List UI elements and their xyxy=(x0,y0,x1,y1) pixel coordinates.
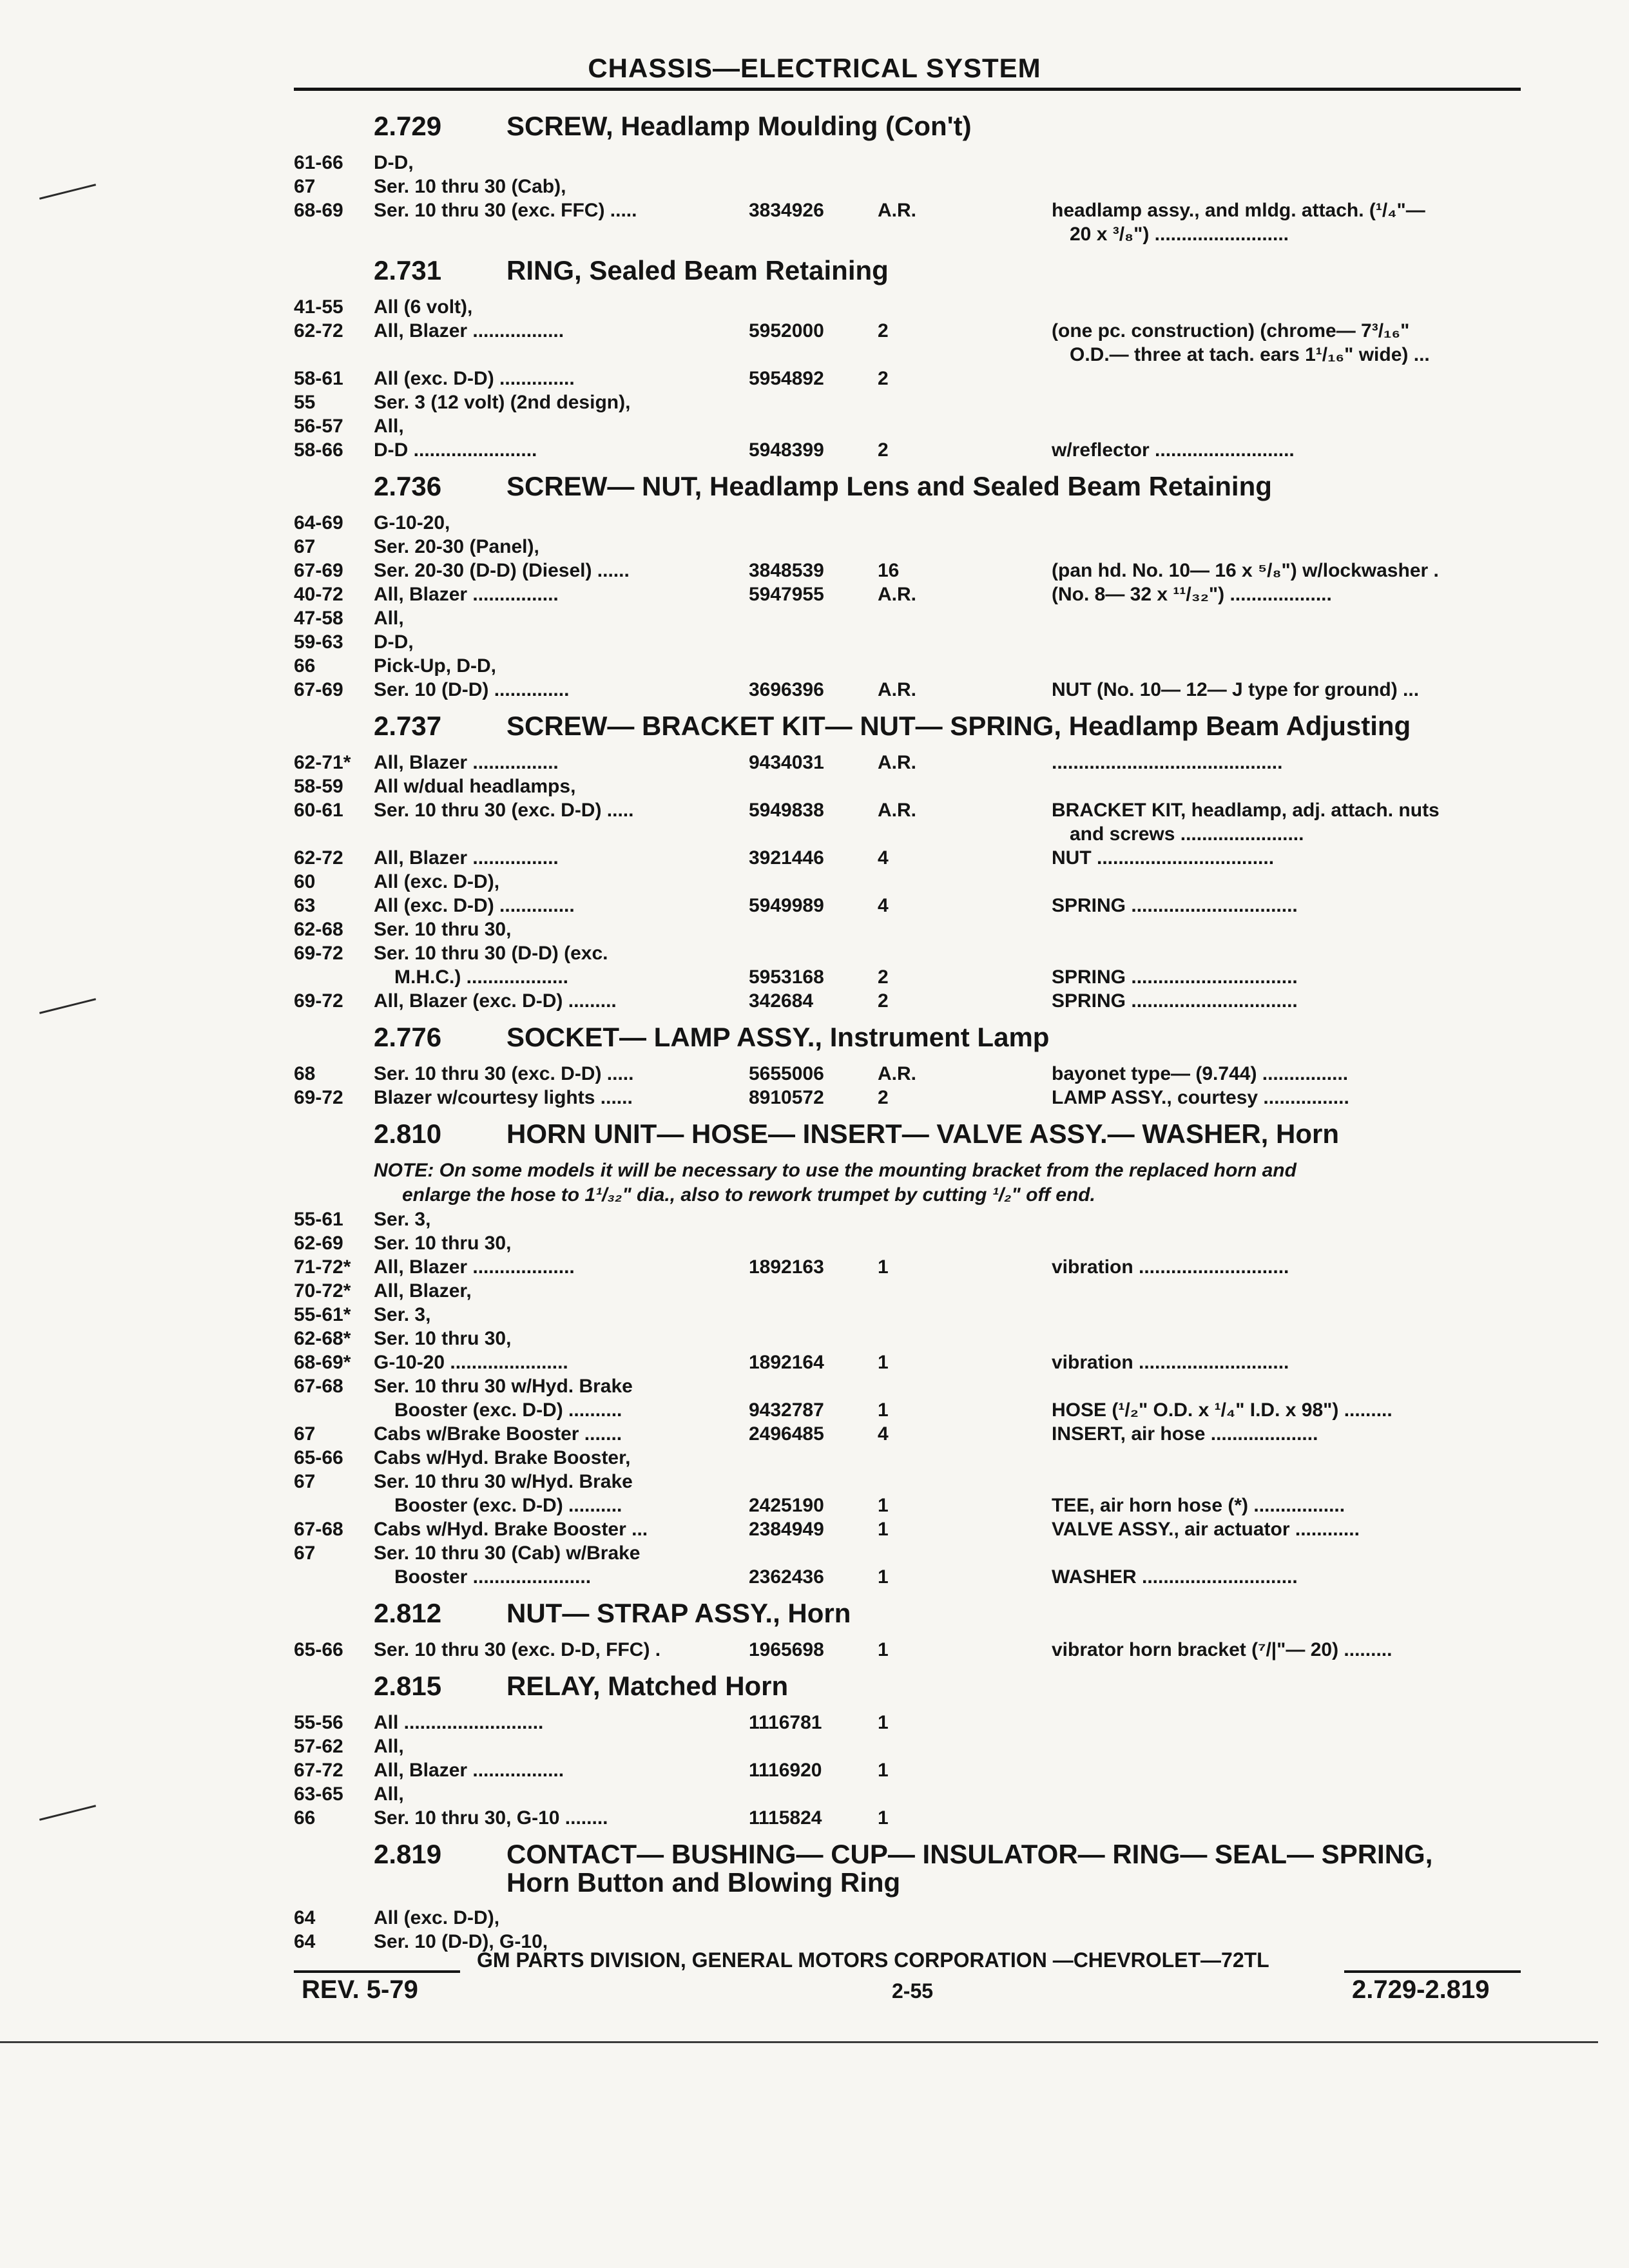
model-years: 71-72* xyxy=(294,1256,351,1278)
application: Ser. 10 thru 30 w/Hyd. Brake xyxy=(374,1376,633,1397)
application: Cabs w/Hyd. Brake Booster ... xyxy=(374,1519,648,1540)
section-heading xyxy=(0,246,1629,295)
application: Pick-Up, D-D, xyxy=(374,655,497,677)
part-row xyxy=(0,295,1629,319)
application: All (6 volt), xyxy=(374,296,473,318)
part-number: 1115824 xyxy=(749,1807,822,1829)
part-row xyxy=(0,630,1629,654)
part-row xyxy=(0,511,1629,535)
part-row xyxy=(0,1565,1629,1589)
quantity: 1 xyxy=(878,1519,889,1540)
application: Ser. 10 thru 30, G-10 ........ xyxy=(374,1807,608,1829)
model-years: 67 xyxy=(294,1471,316,1492)
part-row xyxy=(0,198,1629,222)
section-heading xyxy=(0,1662,1629,1711)
quantity: 1 xyxy=(878,1760,889,1781)
model-years: 69-72 xyxy=(294,943,343,964)
description: SPRING ............................... xyxy=(1052,990,1298,1012)
part-row xyxy=(0,798,1629,822)
footer-rule-left xyxy=(294,1970,460,1973)
model-years: 58-59 xyxy=(294,776,343,797)
part-row xyxy=(0,654,1629,678)
quantity: A.R. xyxy=(878,584,916,605)
note-text: NOTE: On some models it will be necessary to use the mounting bracket from the replaced horn and xyxy=(374,1160,1296,1181)
section-number: 2.812 xyxy=(374,1598,442,1628)
application: All, Blazer ................ xyxy=(374,584,559,605)
model-years: 67-69 xyxy=(294,679,343,700)
application: Ser. 20-30 (D-D) (Diesel) ...... xyxy=(374,560,630,581)
part-row xyxy=(0,1374,1629,1398)
quantity: A.R. xyxy=(878,200,916,221)
section-heading xyxy=(0,1110,1629,1158)
part-row xyxy=(0,965,1629,989)
quantity: 2 xyxy=(878,320,889,341)
part-row xyxy=(0,1446,1629,1470)
part-number: 8910572 xyxy=(749,1087,824,1108)
application: All, Blazer ................ xyxy=(374,847,559,869)
part-row xyxy=(0,941,1629,965)
quantity: A.R. xyxy=(878,679,916,700)
part-number: 5948399 xyxy=(749,439,824,461)
application: Cabs w/Hyd. Brake Booster, xyxy=(374,1447,631,1468)
part-row xyxy=(0,175,1629,198)
model-years: 63-65 xyxy=(294,1783,343,1805)
quantity: 2 xyxy=(878,439,889,461)
description: w/reflector .......................... xyxy=(1052,439,1295,461)
application: Booster (exc. D-D) .......... xyxy=(394,1495,622,1516)
section-title-continued: Horn Button and Blowing Ring xyxy=(506,1867,901,1898)
model-years: 62-72 xyxy=(294,847,343,869)
application: All, Blazer ................. xyxy=(374,1760,564,1781)
model-years: 55-56 xyxy=(294,1712,343,1733)
part-row xyxy=(0,414,1629,438)
part-row xyxy=(0,1255,1629,1279)
quantity: 1 xyxy=(878,1712,889,1733)
part-row xyxy=(0,606,1629,630)
part-row xyxy=(0,894,1629,918)
model-years: 61-66 xyxy=(294,152,343,173)
part-row xyxy=(0,151,1629,175)
application: D-D ....................... xyxy=(374,439,537,461)
application: All (exc. D-D), xyxy=(374,1907,500,1928)
model-years: 64 xyxy=(294,1931,316,1952)
application: Ser. 10 thru 30 (exc. FFC) ..... xyxy=(374,200,637,221)
page-title: CHASSIS—ELECTRICAL SYSTEM xyxy=(588,53,1041,83)
application: Ser. 10 (D-D), G-10, xyxy=(374,1931,548,1952)
part-number: 2496485 xyxy=(749,1423,824,1445)
application: All (exc. D-D) .............. xyxy=(374,368,575,389)
part-number: 3848539 xyxy=(749,560,824,581)
model-years: 58-66 xyxy=(294,439,343,461)
application: Ser. 10 (D-D) .............. xyxy=(374,679,570,700)
section-number: 2.776 xyxy=(374,1022,442,1052)
part-row xyxy=(0,1782,1629,1806)
description: TEE, air horn hose (*) ................. xyxy=(1052,1495,1345,1516)
part-row xyxy=(0,870,1629,894)
part-row xyxy=(0,1517,1629,1541)
application: G-10-20, xyxy=(374,512,450,533)
description: LAMP ASSY., courtesy ................ xyxy=(1052,1087,1349,1108)
description: bayonet type— (9.744) ................ xyxy=(1052,1063,1349,1084)
part-number: 2384949 xyxy=(749,1519,824,1540)
description: ........................................... xyxy=(1052,752,1283,773)
section-title: SCREW, Headlamp Moulding (Con't) xyxy=(506,111,972,141)
part-row xyxy=(0,582,1629,606)
application: All, xyxy=(374,416,404,437)
model-years: 70-72* xyxy=(294,1280,351,1302)
part-number: 2425190 xyxy=(749,1495,824,1516)
model-years: 64 xyxy=(294,1907,316,1928)
model-years: 62-68 xyxy=(294,919,343,940)
model-years: 67-72 xyxy=(294,1760,343,1781)
quantity: A.R. xyxy=(878,800,916,821)
application: All .......................... xyxy=(374,1712,544,1733)
application: Ser. 10 thru 30 (Cab) w/Brake xyxy=(374,1542,641,1564)
part-number: 3834926 xyxy=(749,200,824,221)
part-row xyxy=(0,1494,1629,1517)
application: Ser. 20-30 (Panel), xyxy=(374,536,539,557)
description: WASHER ............................. xyxy=(1052,1566,1298,1588)
model-years: 69-72 xyxy=(294,990,343,1012)
part-number: 3921446 xyxy=(749,847,824,869)
note-text: enlarge the hose to 1¹/₃₂" dia., also to rework trumpet by cutting ¹/₂" off end. xyxy=(402,1184,1095,1206)
description: 20 x ³/₈") ......................... xyxy=(1070,224,1289,245)
part-row xyxy=(0,1086,1629,1110)
model-years: 58-61 xyxy=(294,368,343,389)
description: headlamp assy., and mldg. attach. (¹/₄"— xyxy=(1052,200,1425,221)
section-number: 2.815 xyxy=(374,1671,442,1701)
part-row xyxy=(0,319,1629,343)
application: Ser. 10 thru 30 (Cab), xyxy=(374,176,566,197)
application: Blazer w/courtesy lights ...... xyxy=(374,1087,633,1108)
quantity: 4 xyxy=(878,1423,889,1445)
application: Ser. 3 (12 volt) (2nd design), xyxy=(374,392,631,413)
part-number: 1892163 xyxy=(749,1256,824,1278)
part-number: 2362436 xyxy=(749,1566,824,1588)
model-years: 56-57 xyxy=(294,416,343,437)
part-number: 9434031 xyxy=(749,752,824,773)
model-years: 65-66 xyxy=(294,1447,343,1468)
section-number: 2.736 xyxy=(374,471,442,501)
model-years: 62-71* xyxy=(294,752,351,773)
part-row xyxy=(0,1207,1629,1231)
description: O.D.— three at tach. ears 1¹/₁₆" wide) ... xyxy=(1070,344,1430,365)
part-row xyxy=(0,1303,1629,1327)
quantity: 2 xyxy=(878,368,889,389)
description: NUT (No. 10— 12— J type for ground) ... xyxy=(1052,679,1420,700)
description: BRACKET KIT, headlamp, adj. attach. nuts xyxy=(1052,800,1440,821)
part-row xyxy=(0,438,1629,462)
application: All, Blazer ................. xyxy=(374,320,564,341)
application: All, Blazer ................ xyxy=(374,752,559,773)
note-line xyxy=(0,1183,1629,1207)
part-row xyxy=(0,1711,1629,1735)
part-row xyxy=(0,1906,1629,1930)
model-years: 55-61* xyxy=(294,1304,351,1325)
quantity: 1 xyxy=(878,1495,889,1516)
footer-rule-right xyxy=(1344,1970,1521,1973)
part-row xyxy=(0,535,1629,559)
section-heading xyxy=(0,1830,1629,1906)
description: SPRING ............................... xyxy=(1052,966,1298,988)
quantity: 2 xyxy=(878,1087,889,1108)
model-years: 59-63 xyxy=(294,631,343,653)
model-years: 66 xyxy=(294,655,316,677)
model-years: 60 xyxy=(294,871,316,892)
section-title: RELAY, Matched Horn xyxy=(506,1671,789,1701)
footer-publisher: GM PARTS DIVISION, GENERAL MOTORS CORPORATION —CHEVROLET—72TL xyxy=(477,1948,1269,1972)
description: (one pc. construction) (chrome— 7³/₁₆" xyxy=(1052,320,1410,341)
part-row xyxy=(0,1062,1629,1086)
part-number: 5655006 xyxy=(749,1063,824,1084)
part-row xyxy=(0,222,1629,246)
model-years: 55-61 xyxy=(294,1209,343,1230)
part-number: 9432787 xyxy=(749,1399,824,1421)
part-number: 1892164 xyxy=(749,1352,824,1373)
section-heading xyxy=(0,1013,1629,1062)
quantity: 1 xyxy=(878,1352,889,1373)
application: Ser. 10 thru 30 (exc. D-D) ..... xyxy=(374,800,634,821)
quantity: A.R. xyxy=(878,752,916,773)
quantity: 1 xyxy=(878,1256,889,1278)
model-years: 67 xyxy=(294,536,316,557)
application: All (exc. D-D) .............. xyxy=(374,895,575,916)
application: D-D, xyxy=(374,631,414,653)
application: Ser. 10 thru 30 (exc. D-D, FFC) . xyxy=(374,1639,661,1660)
description: vibration ............................ xyxy=(1052,1352,1289,1373)
section-number: 2.737 xyxy=(374,711,442,741)
part-number: 5954892 xyxy=(749,368,824,389)
note-line xyxy=(0,1158,1629,1183)
quantity: 2 xyxy=(878,966,889,988)
part-row xyxy=(0,390,1629,414)
application: Ser. 10 thru 30, xyxy=(374,1328,512,1349)
model-years: 67-68 xyxy=(294,1519,343,1540)
application: G-10-20 ...................... xyxy=(374,1352,568,1373)
description: NUT ................................. xyxy=(1052,847,1275,869)
section-title: RING, Sealed Beam Retaining xyxy=(506,255,889,285)
part-row xyxy=(0,1541,1629,1565)
section-number: 2.729 xyxy=(374,111,442,141)
part-row xyxy=(0,1398,1629,1422)
model-years: 67 xyxy=(294,176,316,197)
model-years: 68-69* xyxy=(294,1352,351,1373)
part-number: 342684 xyxy=(749,990,814,1012)
part-row xyxy=(0,367,1629,390)
part-number: 1965698 xyxy=(749,1639,824,1660)
part-row xyxy=(0,1470,1629,1494)
model-years: 47-58 xyxy=(294,608,343,629)
section-title: CONTACT— BUSHING— CUP— INSULATOR— RING— SEAL— SPRING, xyxy=(506,1839,1433,1869)
quantity: 4 xyxy=(878,895,889,916)
part-row xyxy=(0,1231,1629,1255)
quantity: 1 xyxy=(878,1639,889,1660)
quantity: A.R. xyxy=(878,1063,916,1084)
quantity: 2 xyxy=(878,990,889,1012)
section-title: SCREW— BRACKET KIT— NUT— SPRING, Headlamp Beam Adjusting xyxy=(506,711,1411,741)
part-row xyxy=(0,559,1629,582)
section-title: NUT— STRAP ASSY., Horn xyxy=(506,1598,851,1628)
part-row xyxy=(0,846,1629,870)
part-row xyxy=(0,343,1629,367)
part-row xyxy=(0,1422,1629,1446)
application: All, xyxy=(374,1783,404,1805)
part-row xyxy=(0,1327,1629,1350)
part-row xyxy=(0,1735,1629,1758)
section-heading xyxy=(0,462,1629,511)
application: Ser. 10 thru 30 (exc. D-D) ..... xyxy=(374,1063,634,1084)
part-number: 5947955 xyxy=(749,584,824,605)
section-title: SCREW— NUT, Headlamp Lens and Sealed Beam Retaining xyxy=(506,471,1272,501)
part-row xyxy=(0,1279,1629,1303)
application: All, Blazer ................... xyxy=(374,1256,575,1278)
model-years: 64-69 xyxy=(294,512,343,533)
part-number: 1116781 xyxy=(749,1712,822,1733)
quantity: 1 xyxy=(878,1566,889,1588)
description: HOSE (¹/₂" O.D. x ¹/₄" I.D. x 98") ......... xyxy=(1052,1399,1393,1421)
section-title: SOCKET— LAMP ASSY., Instrument Lamp xyxy=(506,1022,1050,1052)
section-number: 2.810 xyxy=(374,1119,442,1149)
part-number: 5953168 xyxy=(749,966,824,988)
model-years: 65-66 xyxy=(294,1639,343,1660)
application: Booster ...................... xyxy=(394,1566,592,1588)
model-years: 67 xyxy=(294,1423,316,1445)
part-row xyxy=(0,1758,1629,1782)
application: All, Blazer, xyxy=(374,1280,472,1302)
model-years: 68-69 xyxy=(294,200,343,221)
model-years: 68 xyxy=(294,1063,316,1084)
model-years: 57-62 xyxy=(294,1736,343,1757)
description: VALVE ASSY., air actuator ............ xyxy=(1052,1519,1360,1540)
model-years: 55 xyxy=(294,392,316,413)
part-number: 5952000 xyxy=(749,320,824,341)
description: and screws ....................... xyxy=(1070,823,1304,845)
description: (pan hd. No. 10— 16 x ⁵/₈") w/lockwasher . xyxy=(1052,560,1439,581)
application: Cabs w/Brake Booster ....... xyxy=(374,1423,622,1445)
section-heading xyxy=(0,702,1629,751)
application: All, Blazer (exc. D-D) ......... xyxy=(374,990,617,1012)
parts-listing xyxy=(0,102,1629,1954)
quantity: 1 xyxy=(878,1807,889,1829)
model-years: 66 xyxy=(294,1807,316,1829)
application: All w/dual headlamps, xyxy=(374,776,576,797)
bottom-scan-line xyxy=(0,2041,1598,2043)
part-number: 1116920 xyxy=(749,1760,822,1781)
model-years: 62-72 xyxy=(294,320,343,341)
part-row xyxy=(0,751,1629,774)
part-row xyxy=(0,1350,1629,1374)
description: vibrator horn bracket (⁷/|"— 20) ......... xyxy=(1052,1639,1393,1660)
part-row xyxy=(0,678,1629,702)
quantity: 1 xyxy=(878,1399,889,1421)
part-row xyxy=(0,822,1629,846)
quantity: 4 xyxy=(878,847,889,869)
part-row xyxy=(0,918,1629,941)
application: All, xyxy=(374,608,404,629)
section-heading xyxy=(0,102,1629,151)
section-range: 2.729-2.819 xyxy=(1352,1975,1490,2004)
section-title: HORN UNIT— HOSE— INSERT— VALVE ASSY.— WASHER, Horn xyxy=(506,1119,1339,1149)
revision-label: REV. 5-79 xyxy=(302,1975,418,2004)
section-number: 2.731 xyxy=(374,255,442,285)
model-years: 41-55 xyxy=(294,296,343,318)
model-years: 62-68* xyxy=(294,1328,351,1349)
section-heading xyxy=(0,1589,1629,1638)
application: M.H.C.) ................... xyxy=(394,966,569,988)
model-years: 67-69 xyxy=(294,560,343,581)
quantity: 16 xyxy=(878,560,900,581)
part-row xyxy=(0,1806,1629,1830)
model-years: 40-72 xyxy=(294,584,343,605)
part-number: 5949838 xyxy=(749,800,824,821)
application: Ser. 10 thru 30, xyxy=(374,919,512,940)
application: Booster (exc. D-D) .......... xyxy=(394,1399,622,1421)
model-years: 67 xyxy=(294,1542,316,1564)
model-years: 67-68 xyxy=(294,1376,343,1397)
part-row xyxy=(0,989,1629,1013)
application: Ser. 10 thru 30 (D-D) (exc. xyxy=(374,943,608,964)
part-number: 3696396 xyxy=(749,679,824,700)
header-rule xyxy=(294,88,1521,91)
section-number: 2.819 xyxy=(374,1839,442,1869)
description: INSERT, air hose .................... xyxy=(1052,1423,1318,1445)
part-row xyxy=(0,774,1629,798)
application: Ser. 10 thru 30 w/Hyd. Brake xyxy=(374,1471,633,1492)
description: SPRING ............................... xyxy=(1052,895,1298,916)
model-years: 63 xyxy=(294,895,316,916)
application: All (exc. D-D), xyxy=(374,871,500,892)
description: (No. 8— 32 x ¹¹/₃₂") ................... xyxy=(1052,584,1332,605)
part-row xyxy=(0,1638,1629,1662)
description: vibration ............................ xyxy=(1052,1256,1289,1278)
application: D-D, xyxy=(374,152,414,173)
application: All, xyxy=(374,1736,404,1757)
model-years: 60-61 xyxy=(294,800,343,821)
page-number: 2-55 xyxy=(892,1979,934,2003)
application: Ser. 10 thru 30, xyxy=(374,1233,512,1254)
application: Ser. 3, xyxy=(374,1209,431,1230)
application: Ser. 3, xyxy=(374,1304,431,1325)
model-years: 69-72 xyxy=(294,1087,343,1108)
model-years: 62-69 xyxy=(294,1233,343,1254)
part-number: 5949989 xyxy=(749,895,824,916)
